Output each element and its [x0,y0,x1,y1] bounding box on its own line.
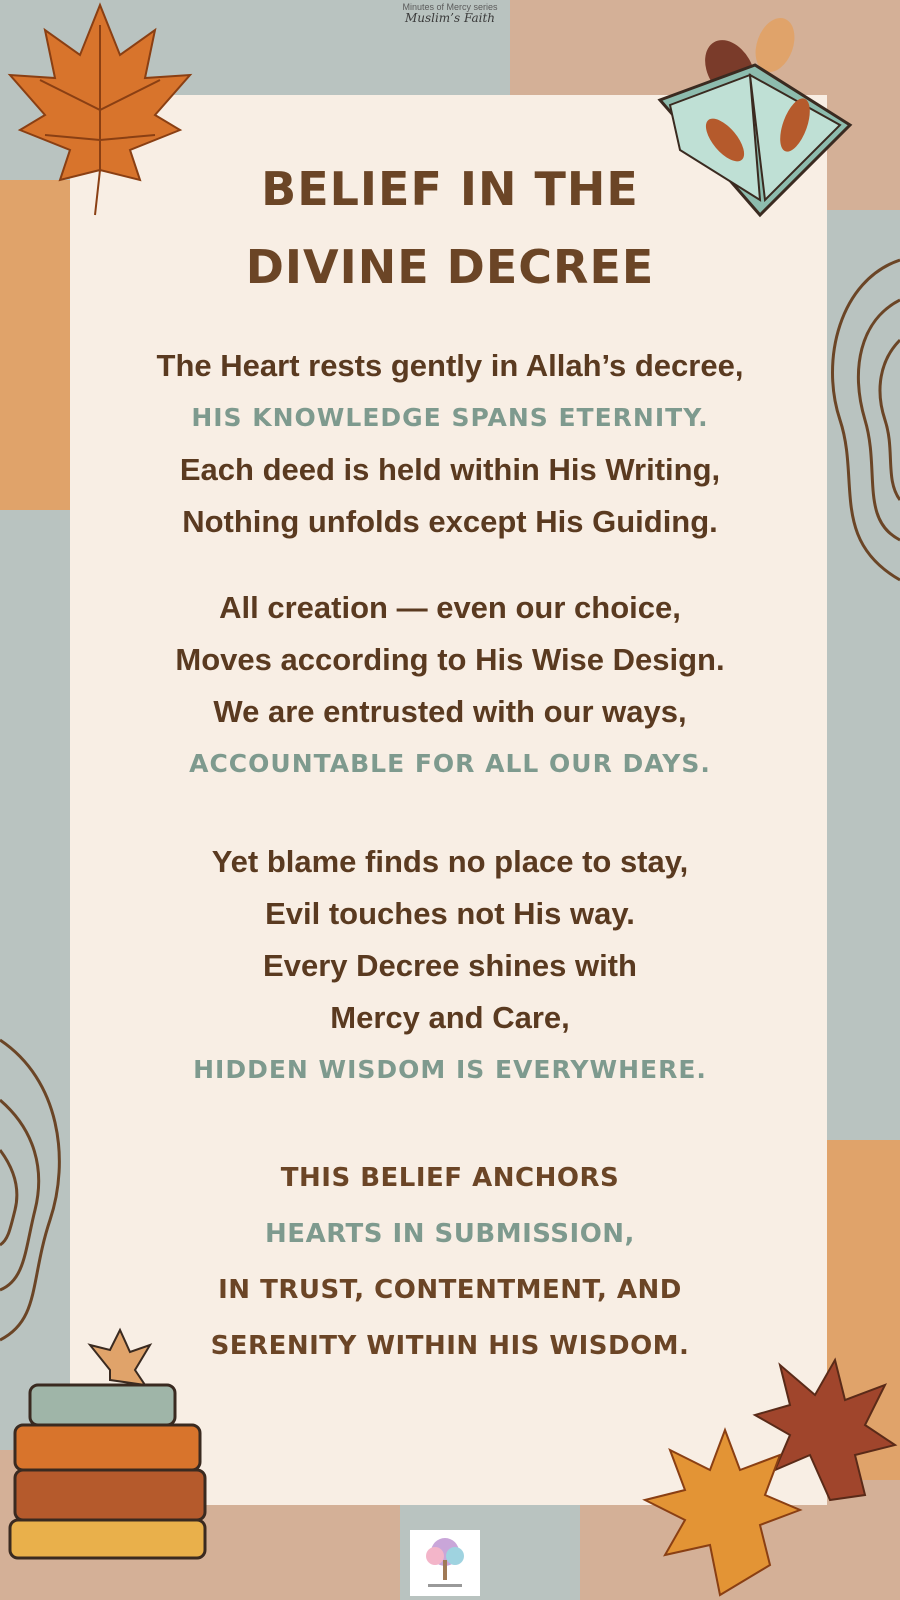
title-line-2: DIVINE DECREE [245,240,655,294]
stanza-2 [0,582,900,790]
poem-line-upper: IN TRUST, CONTENTMENT, AND [218,1275,682,1305]
poem-line: Each deed is held within His Writing, [179,452,721,487]
tree-logo-icon [410,1530,480,1596]
title-line-1: BELIEF IN THE [261,162,639,216]
poem-line: The Heart rests gently in Allah’s decree, [156,348,744,383]
stanza-4 [0,1150,900,1374]
page-title [0,150,900,306]
poem-line-accent: HIS KNOWLEDGE SPANS ETERNITY. [191,403,709,432]
poem-line: Evil touches not His way. [265,896,635,931]
poem-line-accent: HIDDEN WISDOM IS EVERYWHERE. [193,1055,707,1084]
poem-line-upper: THIS BELIEF ANCHORS [280,1163,620,1193]
poem-line-upper: SERENITY WITHIN HIS WISDOM. [210,1331,690,1361]
poem-line: We are entrusted with our ways, [213,694,687,729]
poem-line: Nothing unfolds except His Guiding. [182,504,718,539]
series-label: Minutes of Mercy series [402,2,498,12]
autumn-leaves-icon [640,1360,900,1600]
poem-line: All creation — even our choice, [219,590,681,625]
brand-label: Muslim’s Faith [404,11,496,25]
series-header [0,0,900,25]
poem-line-accent: HEARTS IN SUBMISSION, [265,1219,635,1249]
poem-line: Yet blame finds no place to stay, [211,844,689,879]
poem-line: Mercy and Care, [330,1000,570,1035]
poem-line: Moves according to His Wise Design. [175,642,725,677]
poem-line: Every Decree shines with [263,948,637,983]
stanza-1 [0,340,900,548]
poem-line-accent: ACCOUNTABLE FOR ALL OUR DAYS. [189,749,711,778]
stanza-3 [0,836,900,1096]
